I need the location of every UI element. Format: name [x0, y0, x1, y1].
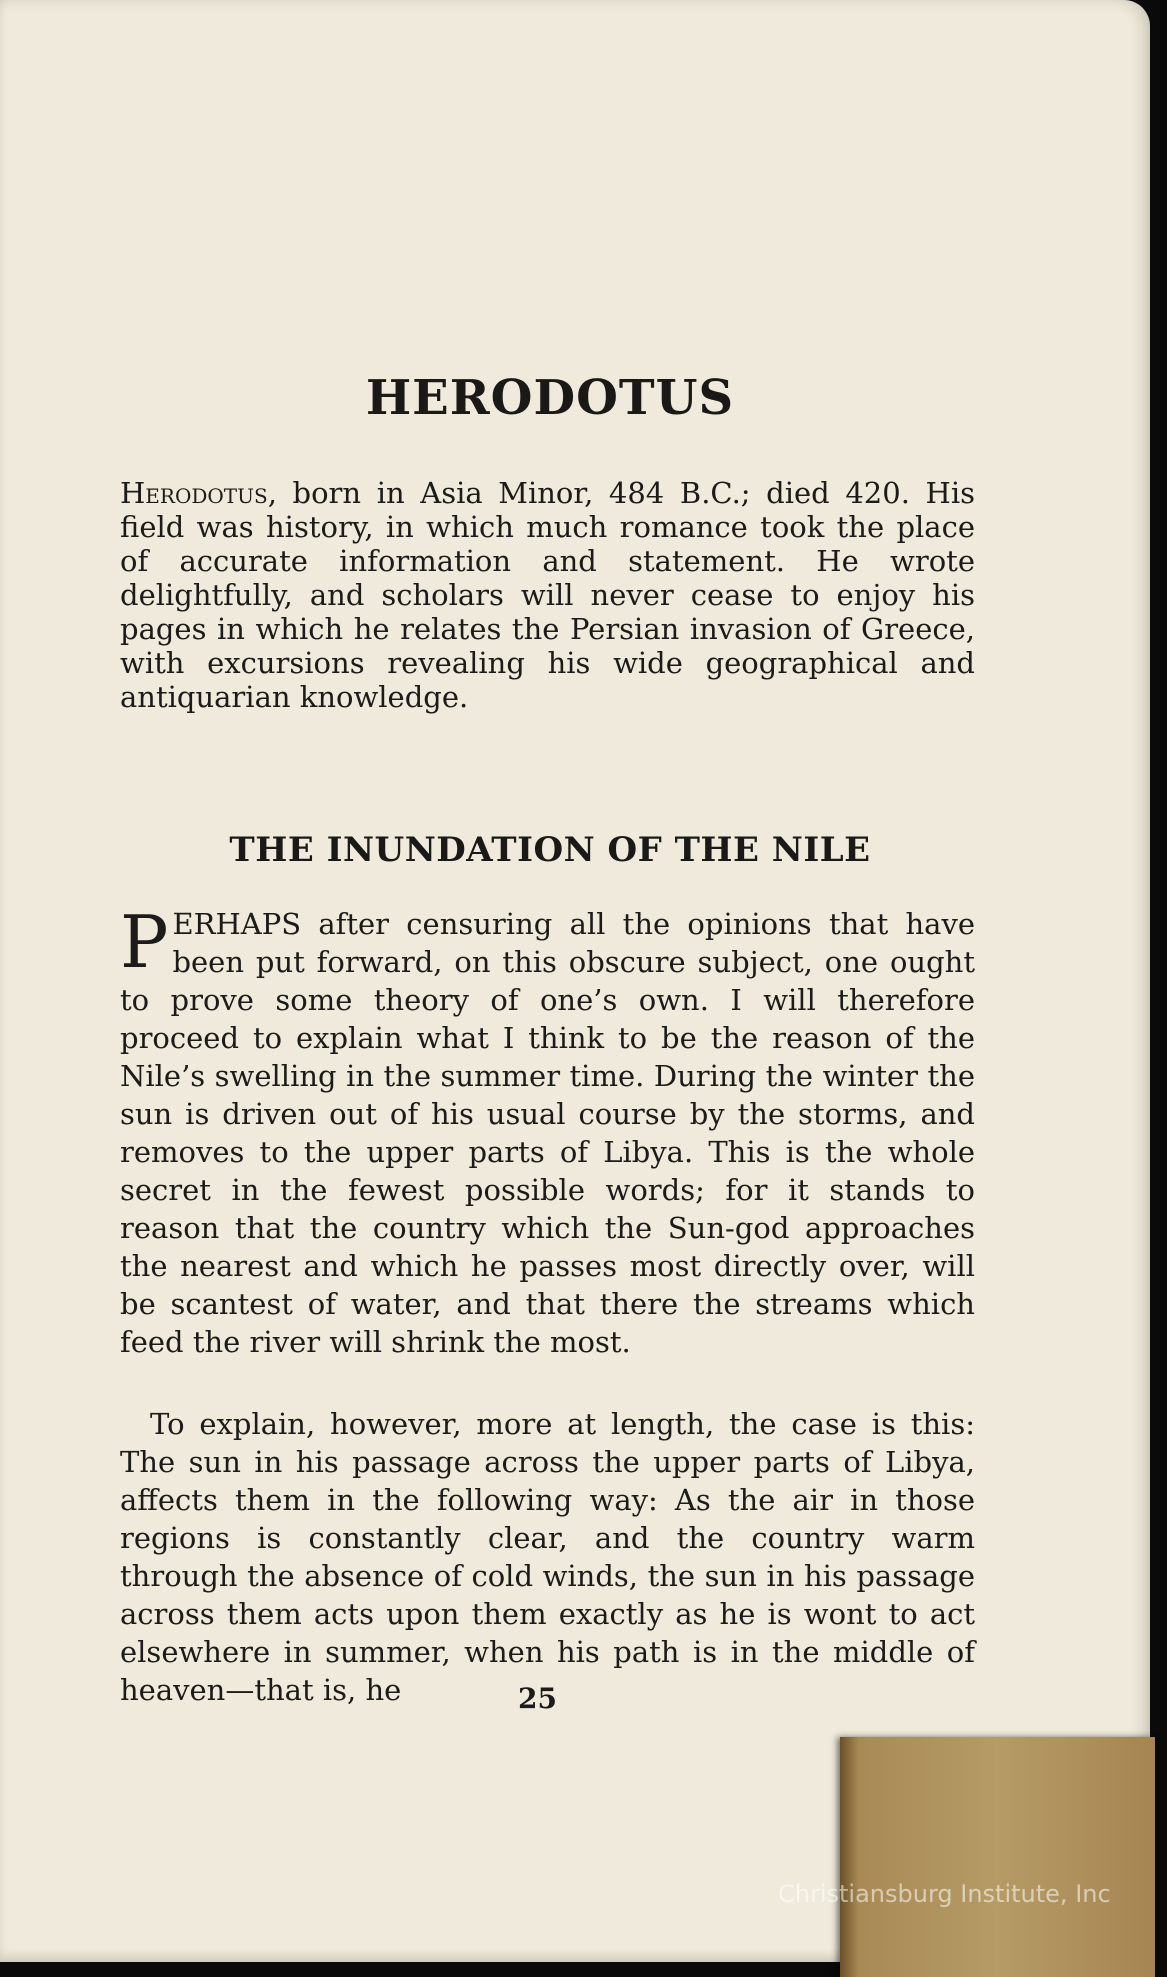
paragraph-1-text: ERHAPS after censuring all the opinions that have been put forward, on this obscure subject, one ought to prove some theory of one’s own. I will therefore proceed to explain what I think to be the reason of the Nile’s swelling in the summer time. During the winter the sun is driven out of his usual course by the storms, and removes to the upper parts of Libya. This is the whole secret in the fewest possible words; for it stands to reason that the country which the Sun-god approaches the nearest and which he passes most directly over, will be scantest of water, and that there the streams which feed the river will shrink the most.	[120, 907, 975, 1359]
bookmark-card	[840, 1737, 1155, 1977]
body-paragraph-2: To explain, however, more at length, the case is this: The sun in his passage across the upper parts of Libya, affects them in the following way: As the air in those regions is constantly clear, and the country warm through the absence of cold winds, the sun in his passage across them acts upon them exactly as he is wont to act elsewhere in summer, when his path is in the middle of heaven—that is, he	[120, 1407, 975, 1707]
author-name: Herodotus	[120, 476, 268, 510]
drop-cap: P	[120, 900, 169, 984]
author-intro-text: , born in Asia Minor, 484 B.C.; died 420. His field was history, in which much romance took the place of accurate information and statement. He wrote delightfully, and scholars will never cease to enjoy his pages in which he relates the Persian invasion of Greece, with excursions revealing his wide geographical and antiquarian knowledge.	[120, 476, 975, 714]
body-paragraph-1	[120, 900, 975, 1361]
page-number: 25	[518, 1682, 557, 1715]
watermark: Christiansburg Institute, Inc	[778, 1880, 1111, 1908]
author-intro	[120, 476, 975, 714]
page-title: HERODOTUS	[365, 370, 735, 426]
section-title: THE INUNDATION OF THE NILE	[229, 830, 871, 870]
